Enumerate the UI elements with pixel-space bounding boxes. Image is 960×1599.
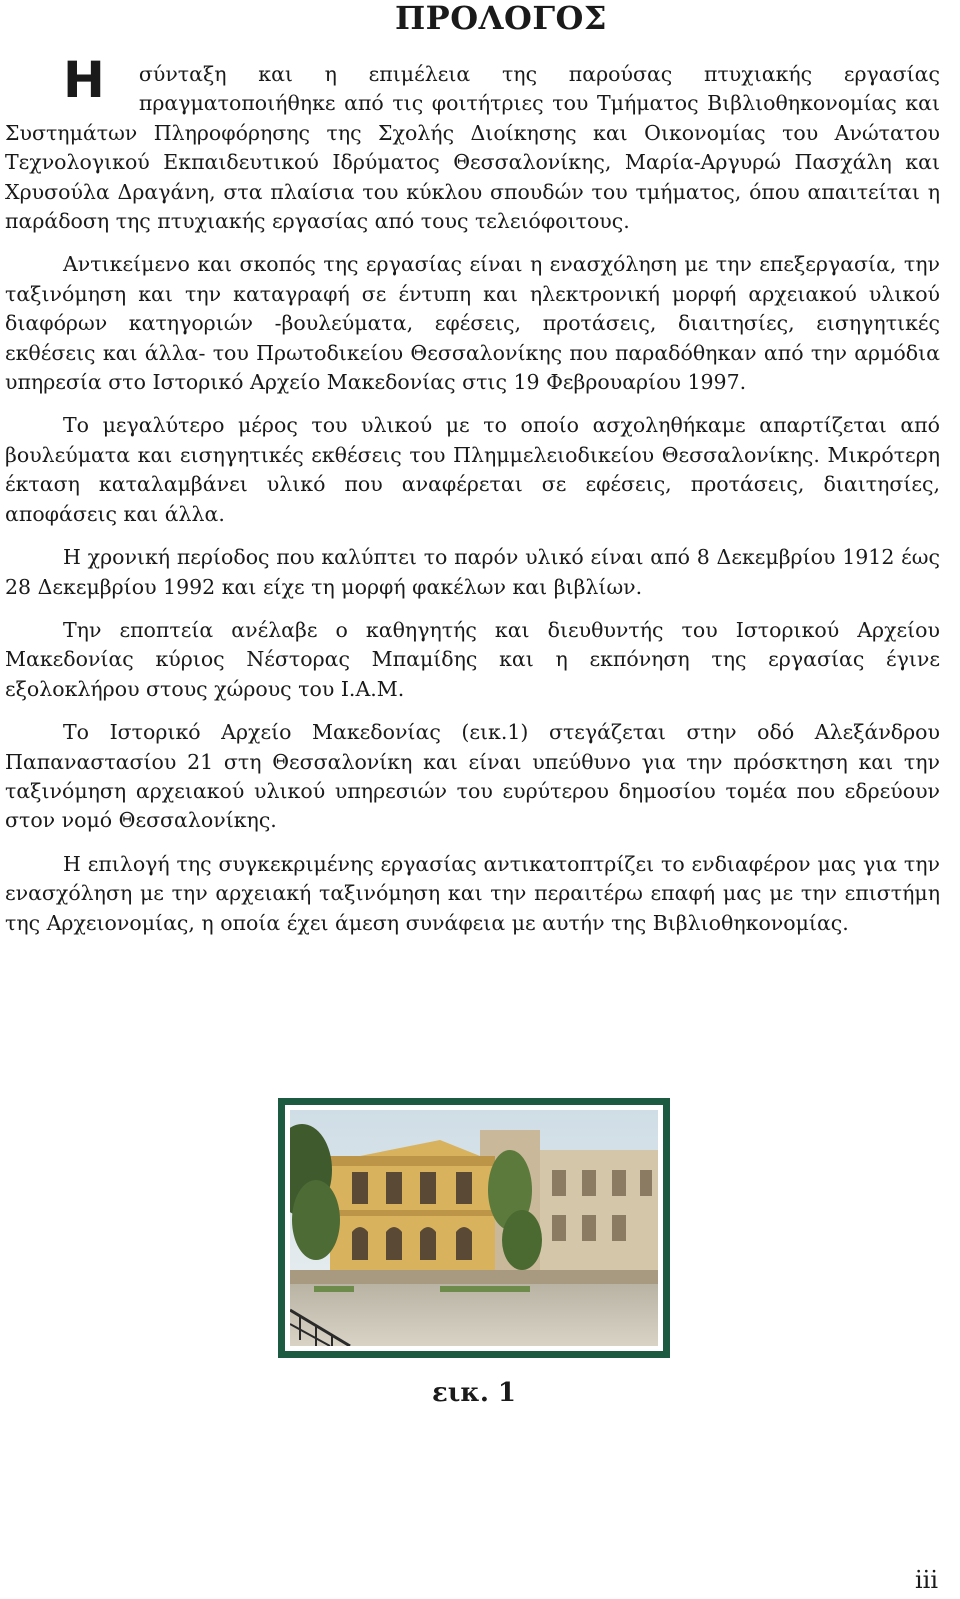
paragraph-2: Αντικείμενο και σκοπός της εργασίας είναι η ενασχόληση με την επεξεργασία, την ταξινόμηση και την καταγραφή σε έντυπη και ηλεκτρονική μορφή αρχειακού υλικού διαφόρων κατηγοριών -βουλεύματα, εφέσεις, προτάσεις, διαιτησίες, εισηγητικές εκθέσεις και άλλα- του Πρωτοδικείου Θεσσαλονίκης που παραδόθηκαν από την αρμόδια υπηρεσία στο Ιστορικό Αρχείο Μακεδονίας στις 19 Φεβρουαρίου 1997. (5, 252, 940, 395)
page-number: iii (914, 1566, 938, 1594)
figure-caption: εικ. 1 (431, 1378, 517, 1408)
paragraph-5: Την εποπτεία ανέλαβε ο καθηγητής και διευθυντής του Ιστορικού Αρχείου Μακεδονίας κύριος Νέστορας Μπαμίδης και η εκπόνηση της εργασίας έγινε εξολοκλήρου στους χώρους του Ι.Α.Μ. (5, 617, 940, 701)
body-text (5, 51, 940, 938)
paragraph-3: Το μεγαλύτερο μέρος του υλικού με το οποίο ασχοληθήκαμε απαρτίζεται από βουλεύματα και εισηγητικές εκθέσεις του Πλημμελειοδικείου Θεσσαλονίκης. Μικρότερη έκταση καταλαμβάνει υλικό που αναφέρεται σε εφέσεις, προτάσεις, διαιτησίες, αποφάσεις και άλλα. (5, 413, 940, 526)
paragraph-6: Το Ιστορικό Αρχείο Μακεδονίας (εικ.1) στεγάζεται στην οδό Αλεξάνδρου Παπαναστασίου 21 στη Θεσσαλονίκη και είναι υπεύθυνο για την πρόσκτηση και την ταξινόμηση αρχειακού υλικού υπηρεσιών του ευρύτερου δημοσίου τομέα που εδρεύουν στον νομό Θεσσαλονίκης. (5, 720, 940, 833)
paragraph-1 (5, 51, 940, 236)
page-title: ΠΡΟΛΟΓΟΣ (394, 0, 608, 37)
archive-building-photo (278, 1098, 670, 1358)
paragraph-1-text: σύνταξη και η επιμέλεια της παρούσας πτυχιακής εργασίας πραγματοποιήθηκε από τις φοιτήτριες του Τμήματος Βιβλιοθηκονομίας και Συστημάτων Πληροφόρησης της Σχολής Διοίκησης και Οικονομίας του Ανώτατου Τεχνολογικού Εκπαιδευτικού Ιδρύματος Θεσσαλονίκης, Μαρία-Αργυρώ Πασχάλη και Χρυσούλα Δραγάνη, στα πλαίσια του κύκλου σπουδών του τμήματος, όπου απαιτείται η παράδοση της πτυχιακής εργασίας από τους τελειόφοιτους. (5, 62, 940, 234)
paragraph-4: Η χρονική περίοδος που καλύπτει το παρόν υλικό είναι από 8 Δεκεμβρίου 1912 έως 28 Δεκεμβρίου 1992 και είχε τη μορφή φακέλων και βιβλίων. (5, 545, 940, 599)
building-illustration (290, 1110, 658, 1346)
paragraph-7: Η επιλογή της συγκεκριμένης εργασίας αντικατοπτρίζει το ενδιαφέρον μας για την ενασχόληση με την αρχειακή ταξινόμηση και την περαιτέρω επαφή μας με την επιστήμη της Αρχειονομίας, η οποία έχει άμεση συνάφεια με αυτήν της Βιβλιοθηκονομίας. (5, 851, 940, 935)
drop-cap: Η (63, 51, 105, 109)
